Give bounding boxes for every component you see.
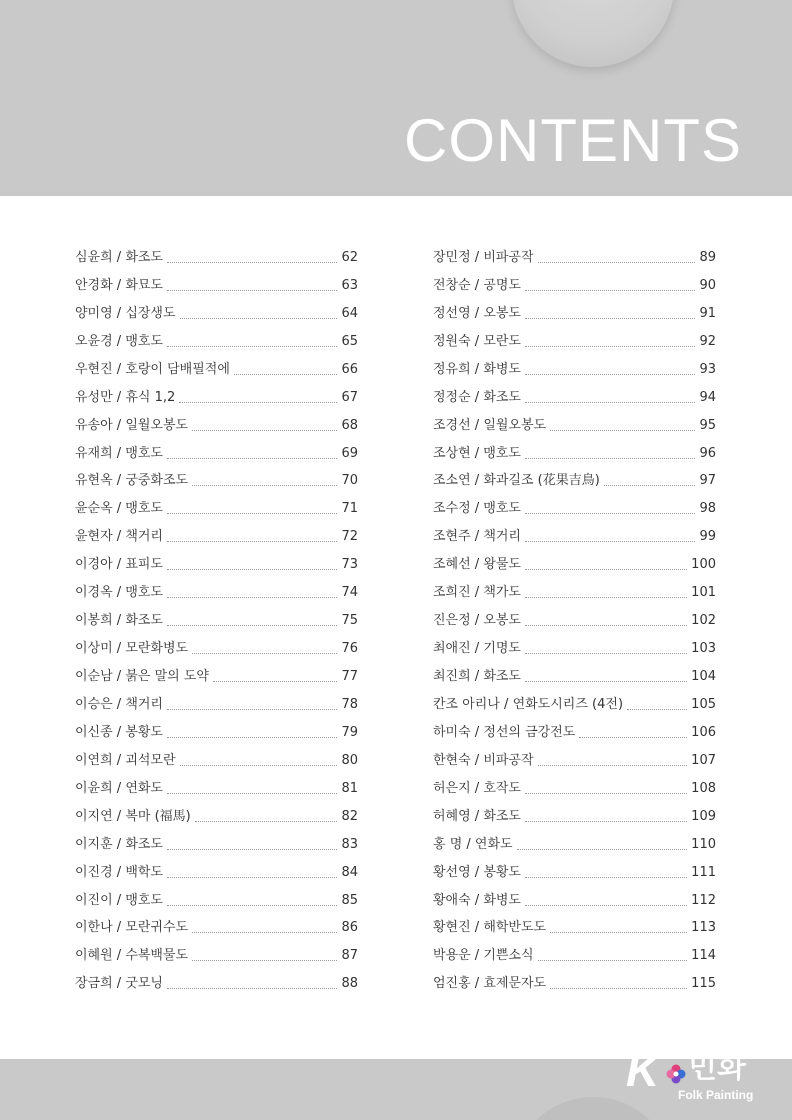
toc-entry [75, 719, 358, 747]
toc-entry [75, 300, 358, 328]
toc-page-number: 65 [341, 333, 358, 349]
dot-leader [192, 652, 337, 654]
logo-english-text: Folk Painting [678, 1088, 754, 1102]
toc-entry-title: 정정순 / 화조도 [433, 389, 521, 405]
toc-entry [433, 663, 716, 691]
toc-page-number: 82 [341, 808, 358, 824]
toc-entry-title: 진은정 / 오봉도 [433, 613, 521, 629]
toc-page-number: 103 [691, 641, 716, 657]
toc-page-number: 67 [341, 389, 358, 405]
toc-page-number: 76 [341, 641, 358, 657]
dot-leader [167, 457, 337, 459]
toc-entry [75, 691, 358, 719]
toc-entry-title: 조희진 / 책가도 [433, 585, 521, 601]
flower-icon [666, 1064, 686, 1084]
toc-entry [433, 412, 716, 440]
toc-entry-title: 허은지 / 호작도 [433, 780, 521, 796]
dot-leader [538, 261, 696, 263]
decorative-circle [512, 0, 674, 67]
dot-leader [525, 792, 687, 794]
toc-page-number: 64 [341, 305, 358, 321]
toc-entry-title: 이신종 / 봉황도 [75, 724, 163, 740]
dot-leader [213, 680, 338, 682]
header-band [0, 0, 792, 196]
toc-entry [75, 468, 358, 496]
toc-entry [433, 887, 716, 915]
toc-page-number: 113 [691, 920, 716, 936]
dot-leader [167, 512, 337, 514]
toc-entry [75, 384, 358, 412]
toc-page-number: 89 [699, 249, 716, 265]
dot-leader [192, 484, 337, 486]
dot-leader [192, 931, 337, 933]
dot-leader [167, 904, 337, 906]
toc-entry-title: 이혜원 / 수복백물도 [75, 948, 189, 964]
toc-page-number: 72 [341, 529, 358, 545]
toc-column-left [75, 244, 358, 998]
toc-entry [433, 384, 716, 412]
toc-page-number: 100 [691, 557, 716, 573]
dot-leader [180, 764, 338, 766]
logo-k-mark: K [626, 1044, 660, 1096]
toc-entry [433, 747, 716, 775]
toc-page-number: 70 [341, 473, 358, 489]
dot-leader [550, 987, 687, 989]
toc-page-number: 101 [691, 585, 716, 601]
dot-leader [167, 345, 337, 347]
dot-leader [538, 959, 688, 961]
toc-entry-title: 유성만 / 휴식 1,2 [75, 389, 176, 405]
toc-page-number: 105 [691, 696, 716, 712]
toc-entry-title: 조수정 / 맹호도 [433, 501, 521, 517]
toc-entry [433, 915, 716, 943]
dot-leader [167, 792, 337, 794]
toc-entry [433, 635, 716, 663]
toc-entry [75, 915, 358, 943]
toc-entry-title: 이진이 / 맹호도 [75, 892, 163, 908]
toc-entry-title: 정유희 / 화병도 [433, 361, 521, 377]
toc-entry-title: 황선영 / 봉황도 [433, 864, 521, 880]
toc-page-number: 80 [341, 752, 358, 768]
toc-page-number: 115 [691, 976, 716, 992]
toc-entry-title: 황애숙 / 화병도 [433, 892, 521, 908]
toc-page-number: 87 [341, 948, 358, 964]
dot-leader [525, 904, 687, 906]
toc-page-number: 111 [691, 864, 716, 880]
toc-page-number: 62 [341, 249, 358, 265]
toc-entry [433, 803, 716, 831]
toc-entry-title: 이상미 / 모란화병도 [75, 641, 189, 657]
toc-page-number: 63 [341, 277, 358, 293]
dot-leader [525, 401, 695, 403]
toc-entry [75, 831, 358, 859]
toc-entry [433, 942, 716, 970]
toc-page-number: 78 [341, 696, 358, 712]
toc-entry [433, 272, 716, 300]
toc-entry-title: 박용운 / 기쁜소식 [433, 948, 534, 964]
toc-page-number: 79 [341, 724, 358, 740]
toc-entry-title: 최진희 / 화조도 [433, 669, 521, 685]
dot-leader [525, 652, 687, 654]
toc-page-number: 66 [341, 361, 358, 377]
dot-leader [167, 568, 337, 570]
toc-page-number: 108 [691, 780, 716, 796]
toc-entry [433, 440, 716, 468]
toc-page-number: 84 [341, 864, 358, 880]
toc-entry-title: 하미숙 / 정선의 금강전도 [433, 724, 576, 740]
toc-page-number: 68 [341, 417, 358, 433]
toc-page-number: 109 [691, 808, 716, 824]
dot-leader [167, 261, 337, 263]
dot-leader [167, 596, 337, 598]
dot-leader [579, 736, 687, 738]
toc-entry-title: 정원숙 / 모란도 [433, 333, 521, 349]
toc-entry-title: 유현옥 / 궁중화조도 [75, 473, 189, 489]
toc-entry [75, 272, 358, 300]
toc-page-number: 112 [691, 892, 716, 908]
toc-page-number: 69 [341, 445, 358, 461]
toc-entry [433, 831, 716, 859]
dot-leader [604, 484, 696, 486]
dot-leader [525, 289, 695, 291]
toc-entry-title: 조현주 / 책거리 [433, 529, 521, 545]
toc-page-number: 83 [341, 836, 358, 852]
toc-page-number: 110 [691, 836, 716, 852]
toc-page-number: 98 [699, 501, 716, 517]
toc-page-number: 85 [341, 892, 358, 908]
page-title: CONTENTS [404, 107, 742, 174]
dot-leader [167, 987, 337, 989]
toc-entry [75, 440, 358, 468]
toc-entry [433, 607, 716, 635]
toc-page-number: 75 [341, 613, 358, 629]
toc-entry-title: 이진경 / 백학도 [75, 864, 163, 880]
toc-page-number: 96 [699, 445, 716, 461]
toc-entry-title: 장금희 / 굿모닝 [75, 976, 163, 992]
toc-page-number: 74 [341, 585, 358, 601]
toc-entry [433, 468, 716, 496]
toc-entry [75, 970, 358, 998]
toc-entry [433, 244, 716, 272]
toc-entry-title: 이경옥 / 맹호도 [75, 585, 163, 601]
toc-entry-title: 조소연 / 화과길조 (花果吉鳥) [433, 473, 600, 489]
toc-entry [75, 859, 358, 887]
toc-page-number: 114 [691, 948, 716, 964]
toc-entry [75, 663, 358, 691]
toc-page-number: 73 [341, 557, 358, 573]
toc-page-number: 81 [341, 780, 358, 796]
dot-leader [627, 708, 687, 710]
toc-entry-title: 이윤희 / 연화도 [75, 780, 163, 796]
toc-entry-title: 윤순옥 / 맹호도 [75, 501, 163, 517]
toc-page-number: 102 [691, 613, 716, 629]
toc-entry [75, 607, 358, 635]
toc-entry [433, 579, 716, 607]
toc-entry [75, 803, 358, 831]
dot-leader [167, 876, 337, 878]
toc-entry [75, 328, 358, 356]
toc-entry-title: 조혜선 / 왕물도 [433, 557, 521, 573]
toc-entry [433, 300, 716, 328]
toc-entry-title: 이지연 / 복마 (福馬) [75, 808, 191, 824]
toc-page-number: 91 [699, 305, 716, 321]
dot-leader [167, 624, 337, 626]
toc-entry-title: 칸조 아리나 / 연화도시리즈 (4전) [433, 696, 624, 712]
toc-page-number: 107 [691, 752, 716, 768]
toc-entry-title: 홍 명 / 연화도 [433, 836, 513, 852]
toc-entry-title: 정선영 / 오봉도 [433, 305, 521, 321]
toc-page-number: 104 [691, 669, 716, 685]
toc-entry [433, 551, 716, 579]
toc-column-right [433, 244, 716, 998]
dot-leader [525, 568, 687, 570]
k-minhwa-logo [626, 1044, 776, 1110]
toc-entry-title: 안경화 / 화묘도 [75, 277, 163, 293]
dot-leader [550, 429, 695, 431]
toc-entry [433, 691, 716, 719]
toc-entry-title: 유송아 / 일월오봉도 [75, 417, 189, 433]
dot-leader [525, 680, 687, 682]
toc-page-number: 90 [699, 277, 716, 293]
toc-entry [433, 495, 716, 523]
toc-entry [433, 328, 716, 356]
toc-entry-title: 전창순 / 공명도 [433, 277, 521, 293]
toc-page-number: 86 [341, 920, 358, 936]
toc-entry [75, 523, 358, 551]
toc-entry-title: 이승은 / 책거리 [75, 696, 163, 712]
dot-leader [517, 848, 688, 850]
dot-leader [167, 708, 337, 710]
dot-leader [525, 876, 687, 878]
dot-leader [538, 764, 688, 766]
dot-leader [180, 317, 338, 319]
dot-leader [525, 596, 687, 598]
toc-entry [433, 859, 716, 887]
dot-leader [525, 624, 687, 626]
toc-entry-title: 이한나 / 모란귀수도 [75, 920, 189, 936]
dot-leader [195, 820, 338, 822]
toc-entry-title: 이지훈 / 화조도 [75, 836, 163, 852]
dot-leader [525, 457, 695, 459]
toc-entry [75, 775, 358, 803]
dot-leader [525, 373, 695, 375]
dot-leader [179, 401, 337, 403]
dot-leader [525, 512, 695, 514]
toc-entry-title: 이봉희 / 화조도 [75, 613, 163, 629]
dot-leader [525, 540, 695, 542]
toc-entry [75, 747, 358, 775]
dot-leader [167, 848, 337, 850]
toc-entry-title: 엄진홍 / 효제문자도 [433, 976, 547, 992]
toc-entry [433, 719, 716, 747]
toc-page-number: 106 [691, 724, 716, 740]
toc-entry-title: 이경아 / 표피도 [75, 557, 163, 573]
dot-leader [192, 959, 337, 961]
toc-entry-title: 조경선 / 일월오봉도 [433, 417, 547, 433]
toc-page-number: 99 [699, 529, 716, 545]
dot-leader [525, 820, 687, 822]
toc-entry-title: 장민정 / 비파공작 [433, 249, 534, 265]
toc-entry-title: 우현진 / 호랑이 담배필적에 [75, 361, 230, 377]
toc-entry [75, 887, 358, 915]
toc-entry [75, 942, 358, 970]
toc-entry [433, 356, 716, 384]
toc-entry [75, 495, 358, 523]
toc-page-number: 94 [699, 389, 716, 405]
toc-entry-title: 오윤경 / 맹호도 [75, 333, 163, 349]
toc-entry [433, 775, 716, 803]
toc-entry [433, 970, 716, 998]
toc-entry [433, 523, 716, 551]
toc-entry [75, 244, 358, 272]
toc-entry-title: 한현숙 / 비파공작 [433, 752, 534, 768]
dot-leader [192, 429, 337, 431]
toc-entry-title: 최애진 / 기명도 [433, 641, 521, 657]
toc-entry-title: 심윤희 / 화조도 [75, 249, 163, 265]
toc-entry [75, 551, 358, 579]
toc-entry-title: 윤현자 / 책거리 [75, 529, 163, 545]
toc-entry [75, 635, 358, 663]
dot-leader [167, 736, 337, 738]
toc-page-number: 71 [341, 501, 358, 517]
dot-leader [525, 317, 695, 319]
dot-leader [525, 345, 695, 347]
toc-page-number: 93 [699, 361, 716, 377]
toc-entry-title: 양미영 / 십장생도 [75, 305, 176, 321]
toc-entry-title: 유재희 / 맹호도 [75, 445, 163, 461]
toc-entry-title: 이순남 / 붉은 말의 도약 [75, 669, 209, 685]
toc-page-number: 92 [699, 333, 716, 349]
toc-page-number: 97 [699, 473, 716, 489]
dot-leader [167, 289, 337, 291]
toc-entry-title: 조상현 / 맹호도 [433, 445, 521, 461]
toc-entry-title: 이연희 / 괴석모란 [75, 752, 176, 768]
toc-entry-title: 허혜영 / 화조도 [433, 808, 521, 824]
toc-entry-title: 황현진 / 해학반도도 [433, 920, 547, 936]
dot-leader [234, 373, 338, 375]
toc-entry [75, 356, 358, 384]
logo-korean-text: 민화 [688, 1050, 746, 1085]
toc-page-number: 95 [699, 417, 716, 433]
dot-leader [167, 540, 337, 542]
toc-entry [75, 579, 358, 607]
toc-page-number: 88 [341, 976, 358, 992]
dot-leader [550, 931, 687, 933]
toc-entry [75, 412, 358, 440]
toc-page-number: 77 [341, 669, 358, 685]
